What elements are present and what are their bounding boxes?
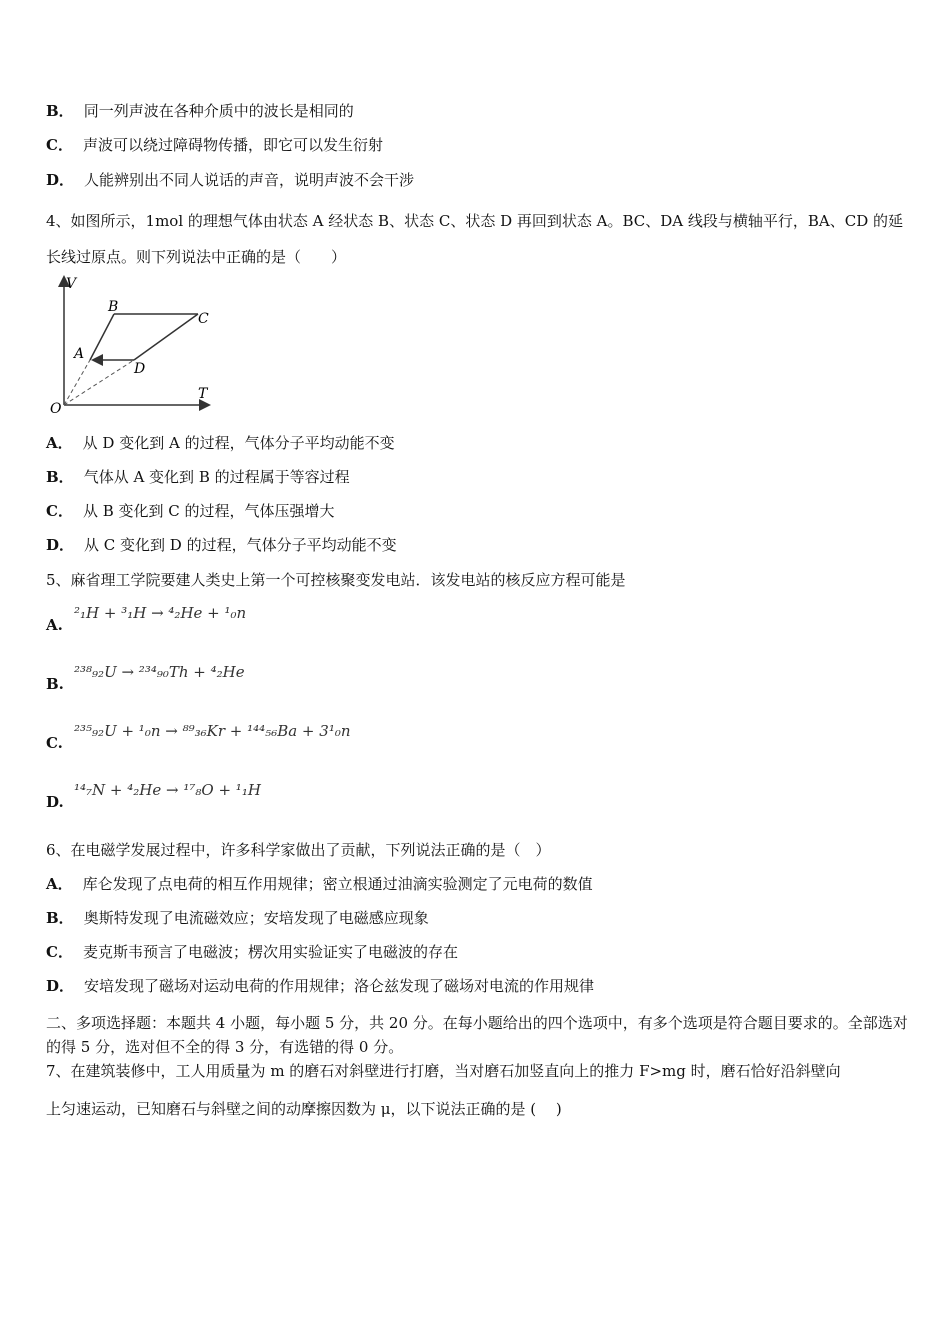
label-a: A [74, 346, 85, 362]
q3-option-b: B． 同一列声波在各种介质中的波长是相同的 [46, 102, 354, 120]
q4-option-c: C． 从 B 变化到 C 的过程，气体压强增大 [46, 502, 335, 520]
q5-option-b-label: B. [46, 675, 64, 693]
q4-option-d: D． 从 C 变化到 D 的过程，气体分子平均动能不变 [46, 536, 397, 554]
q5-option-d-equation: ¹⁴₇N + ⁴₂He → ¹⁷₈O + ¹₁H [74, 781, 261, 799]
q4-stem: 4、如图所示，1mol 的理想气体由状态 A 经状态 B、状态 C、状态 D 再回到状态 A。BC、DA 线段与横轴平行，BA、CD 的延长线过原点。则下列说法中正确的是（ ） [46, 212, 904, 266]
q5-stem: 5、麻省理工学院要建人类史上第一个可控核聚变发电站．该发电站的核反应方程可能是 [46, 571, 626, 589]
label-d: D [134, 361, 146, 377]
q7-line1: 7、在建筑装修中，工人用质量为 m 的磨石对斜壁进行打磨，当对磨石加竖直向上的推力 F>mg 时，磨石恰好沿斜壁向 [46, 1062, 841, 1080]
q3-option-d: D． 人能辨别出不同人说话的声音，说明声波不会干涉 [46, 171, 415, 189]
q6-option-a: A． 库仑发现了点电荷的相互作用规律；密立根通过油滴实验测定了元电荷的数值 [46, 875, 593, 893]
label-b: B [108, 299, 119, 315]
q4-option-b: B． 气体从 A 变化到 B 的过程属于等容过程 [46, 468, 350, 486]
q5-option-d-label: D. [46, 793, 64, 811]
q6-option-d: D． 安培发现了磁场对运动电荷的作用规律；洛仑兹发现了磁场对电流的作用规律 [46, 977, 595, 995]
segment-ab [90, 314, 114, 360]
q5-option-a-equation: ²₁H + ³₁H → ⁴₂He + ¹₀n [74, 604, 247, 622]
q5-option-c-label: C. [46, 734, 63, 752]
q6-option-c: C． 麦克斯韦预言了电磁波；楞次用实验证实了电磁波的存在 [46, 943, 458, 961]
segment-cd [134, 314, 198, 360]
q4-option-a: A． 从 D 变化到 A 的过程，气体分子平均动能不变 [46, 434, 395, 452]
label-v: V [66, 276, 77, 292]
q6-stem: 6、在电磁学发展过程中，许多科学家做出了贡献，下列说法正确的是（ ） [46, 841, 551, 859]
q5-option-b-equation: ²³⁸₉₂U → ²³⁴₉₀Th + ⁴₂He [74, 663, 245, 681]
q7-line2: 上匀速运动，已知磨石与斜壁之间的动摩擦因数为 μ，以下说法正确的是 ( ) [46, 1100, 562, 1118]
label-c: C [198, 311, 209, 327]
q6-option-b: B． 奥斯特发现了电流磁效应；安培发现了电磁感应现象 [46, 909, 429, 927]
section2-heading: 二、多项选择题：本题共 4 小题，每小题 5 分，共 20 分。在每小题给出的四个选项中，有多个选项是符合题目要求的。全部选对的得 5 分，选对但不全的得 3 分，有选错的得 0 分。 [46, 1014, 908, 1056]
label-t: T [198, 386, 208, 402]
q5-option-c-equation: ²³⁵₉₂U + ¹₀n → ⁸⁹₃₆Kr + ¹⁴⁴₅₆Ba + 3¹₀n [74, 722, 351, 740]
label-o: O [50, 401, 62, 417]
q4-vt-diagram [46, 272, 221, 422]
q3-option-c: C． 声波可以绕过障碍物传播，即它可以发生衍射 [46, 136, 383, 154]
q5-option-a-label: A. [46, 616, 63, 634]
